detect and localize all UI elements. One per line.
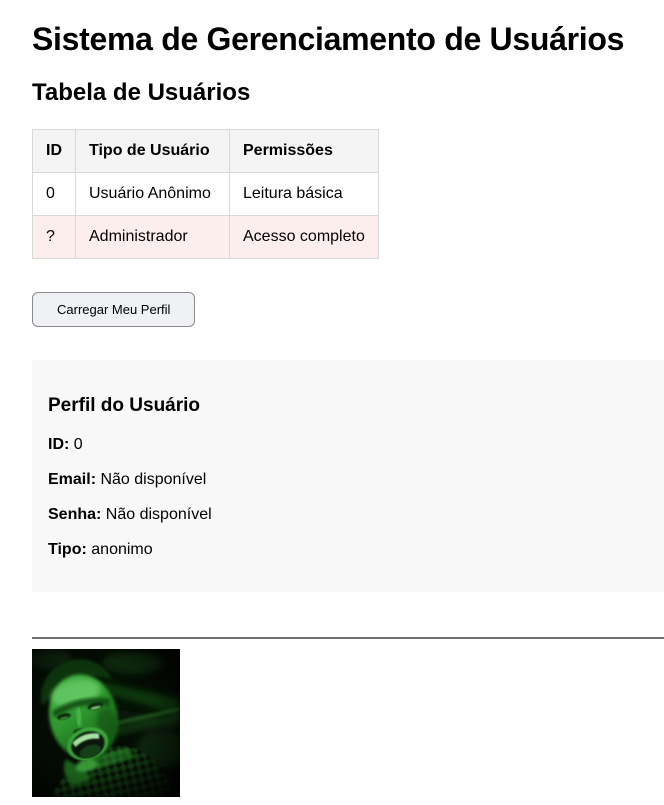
profile-field-tipo (48, 541, 648, 559)
profile-field-senha (48, 506, 648, 524)
profile-field-email-label: Email: (48, 471, 97, 488)
profile-field-senha-value: Não disponível (105, 506, 212, 523)
cell-admin-id: ? (33, 216, 76, 259)
photo-wrap (32, 649, 664, 805)
profile-field-senha-label: Senha: (48, 506, 102, 523)
col-header-id: ID (33, 130, 76, 173)
profile-field-id-label: ID: (48, 436, 70, 453)
col-header-permissoes: Permissões (230, 130, 379, 173)
divider (32, 637, 664, 639)
profile-field-id (48, 436, 648, 454)
page-title: Sistema de Gerenciamento de Usuários (32, 21, 625, 57)
table-row-anonymous (33, 173, 379, 216)
cell-anon-tipo: Usuário Anônimo (76, 173, 230, 216)
cell-anon-id: 0 (33, 173, 76, 216)
section-title: Tabela de Usuários (32, 79, 251, 106)
cell-anon-permissoes: Leitura básica (230, 173, 379, 216)
cell-admin-permissoes: Acesso completo (230, 216, 379, 259)
screaming-man-photo (32, 649, 180, 797)
profile-field-tipo-label: Tipo: (48, 541, 87, 558)
profile-field-email (48, 471, 648, 489)
col-header-tipo: Tipo de Usuário (76, 130, 230, 173)
profile-field-id-value: 0 (73, 436, 83, 453)
profile-card (32, 360, 664, 592)
profile-title: Perfil do Usuário (48, 395, 201, 416)
table-header-row (33, 130, 379, 173)
table-row-admin (33, 216, 379, 259)
load-profile-button[interactable]: Carregar Meu Perfil (32, 292, 195, 327)
profile-field-email-value: Não disponível (100, 471, 207, 488)
cell-admin-tipo: Administrador (76, 216, 230, 259)
button-row (32, 292, 664, 327)
profile-field-tipo-value: anonimo (91, 541, 153, 558)
users-table (32, 129, 379, 259)
